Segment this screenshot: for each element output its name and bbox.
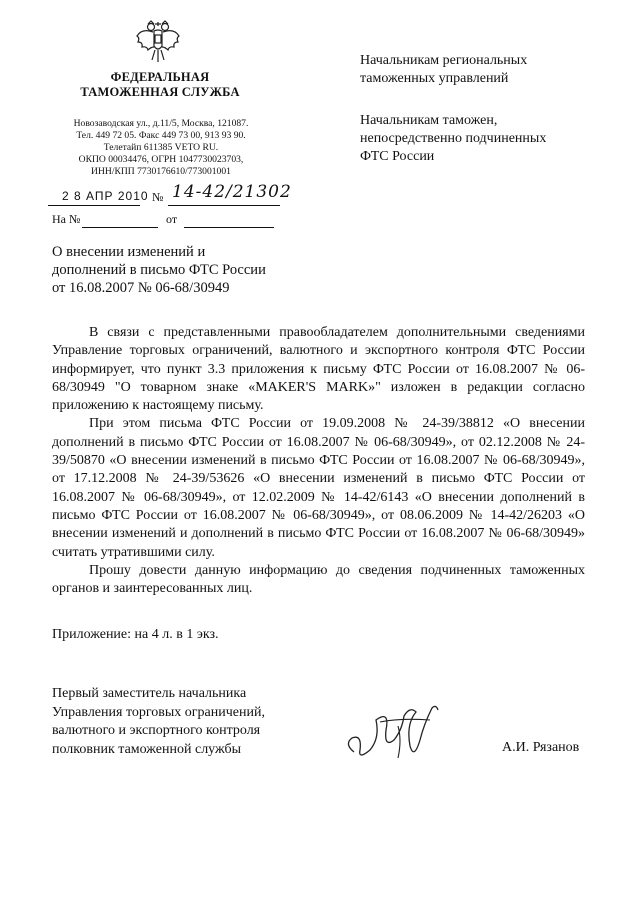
signer-title-line: Первый заместитель начальника xyxy=(52,686,247,701)
number-label: № xyxy=(152,190,164,204)
signer-name: А.И. Рязанов xyxy=(502,740,580,755)
addressee-block-2 xyxy=(360,112,600,166)
subject-line: от 16.08.2007 № 06-68/30949 xyxy=(52,280,230,296)
body-paragraph: В связи с представленными правообладателем дополнительными сведениями Управление торговых ограничений, валютного и экспортного контроля ФТС России информирует, что пункт 3.3 приложения к письму ФТС России от 16.08.2007 № 06-68/30949 "О товарном знаке «MAKER'S MARK»" изложен в редакции согласно приложению к настоящему письму. xyxy=(52,325,585,414)
letter-body xyxy=(52,324,585,598)
divider xyxy=(168,205,280,206)
addressee-block-1 xyxy=(360,52,600,88)
signer-title-line: Управления торговых ограничений, xyxy=(52,704,265,720)
body-paragraph: Прошу довести данную информацию до сведения подчиненных таможенных органов и заинтересованных лиц. xyxy=(52,562,585,597)
letter-subject xyxy=(52,243,312,297)
signer-title xyxy=(52,685,322,759)
reference-number-label: На № xyxy=(52,212,81,226)
organization-contacts xyxy=(52,118,270,178)
addressee-line: ФТС России xyxy=(360,149,435,164)
subject-line: дополнений в письмо ФТС России xyxy=(52,262,266,278)
contact-line: Новозаводская ул., д.11/5, Москва, 121087. xyxy=(73,118,249,129)
signer-title-line: валютного и экспортного контроля xyxy=(52,723,261,738)
contact-line: ОКПО 00034476, ОГРН 1047730023703, xyxy=(78,154,244,165)
reference-date-blank xyxy=(184,227,274,228)
org-line-1: ФЕДЕРАЛЬНАЯ xyxy=(110,70,210,84)
attachment-note: Приложение: на 4 л. в 1 экз. xyxy=(52,627,219,642)
addressee-line: Начальникам региональных xyxy=(360,53,528,68)
org-line-2: ТАМОЖЕННАЯ СЛУЖБА xyxy=(80,85,240,99)
registration-number-handwritten: 14-42/21302 xyxy=(172,182,292,202)
contact-line: Телетайп 611385 VETO RU. xyxy=(103,142,219,153)
reference-date-label: от xyxy=(166,212,178,226)
addressee-line: таможенных управлений xyxy=(360,71,509,86)
contact-line: ИНН/КПП 7730176610/773001001 xyxy=(91,166,231,177)
registration-date-stamp: 2 8 АПР 2010 xyxy=(62,189,149,203)
state-emblem-icon xyxy=(134,20,182,66)
divider xyxy=(48,205,140,206)
contact-line: Тел. 449 72 05. Факс 449 73 00, 913 93 90. xyxy=(76,130,246,141)
subject-line: О внесении изменений и xyxy=(52,244,206,260)
addressee-line: Начальникам таможен, xyxy=(360,113,498,128)
handwritten-signature xyxy=(340,700,450,770)
addressee-line: непосредственно подчиненных xyxy=(360,131,547,146)
signer-title-line: полковник таможенной службы xyxy=(52,741,242,757)
organization-name xyxy=(60,70,260,100)
reference-number-blank xyxy=(82,227,158,228)
body-paragraph: При этом письма ФТС России от 19.09.2008 № 24-39/38812 «О внесении дополнений в письмо ФТС России от 16.08.2007 № 06-68/30949», от 02.12.2008 № 24-39/50870 «О внесении изменений в письмо ФТС России от 16.08.2007 № 06-68/30949», от 17.12.2008 № 24-39/53626 «О внесении изменений в письмо ФТС России от 16.08.2007 № 06-68/30949», от 12.02.2009 № 14-42/6143 «О внесении дополнений в письмо ФТС России от 16.08.2007 № 06-68/30949», от 08.06.2009 № 14-42/26203 «О внесении изменений и дополнений в письмо ФТС России от 16.08.2007 № 06-68/30949» считать утратившими силу. xyxy=(52,416,585,560)
